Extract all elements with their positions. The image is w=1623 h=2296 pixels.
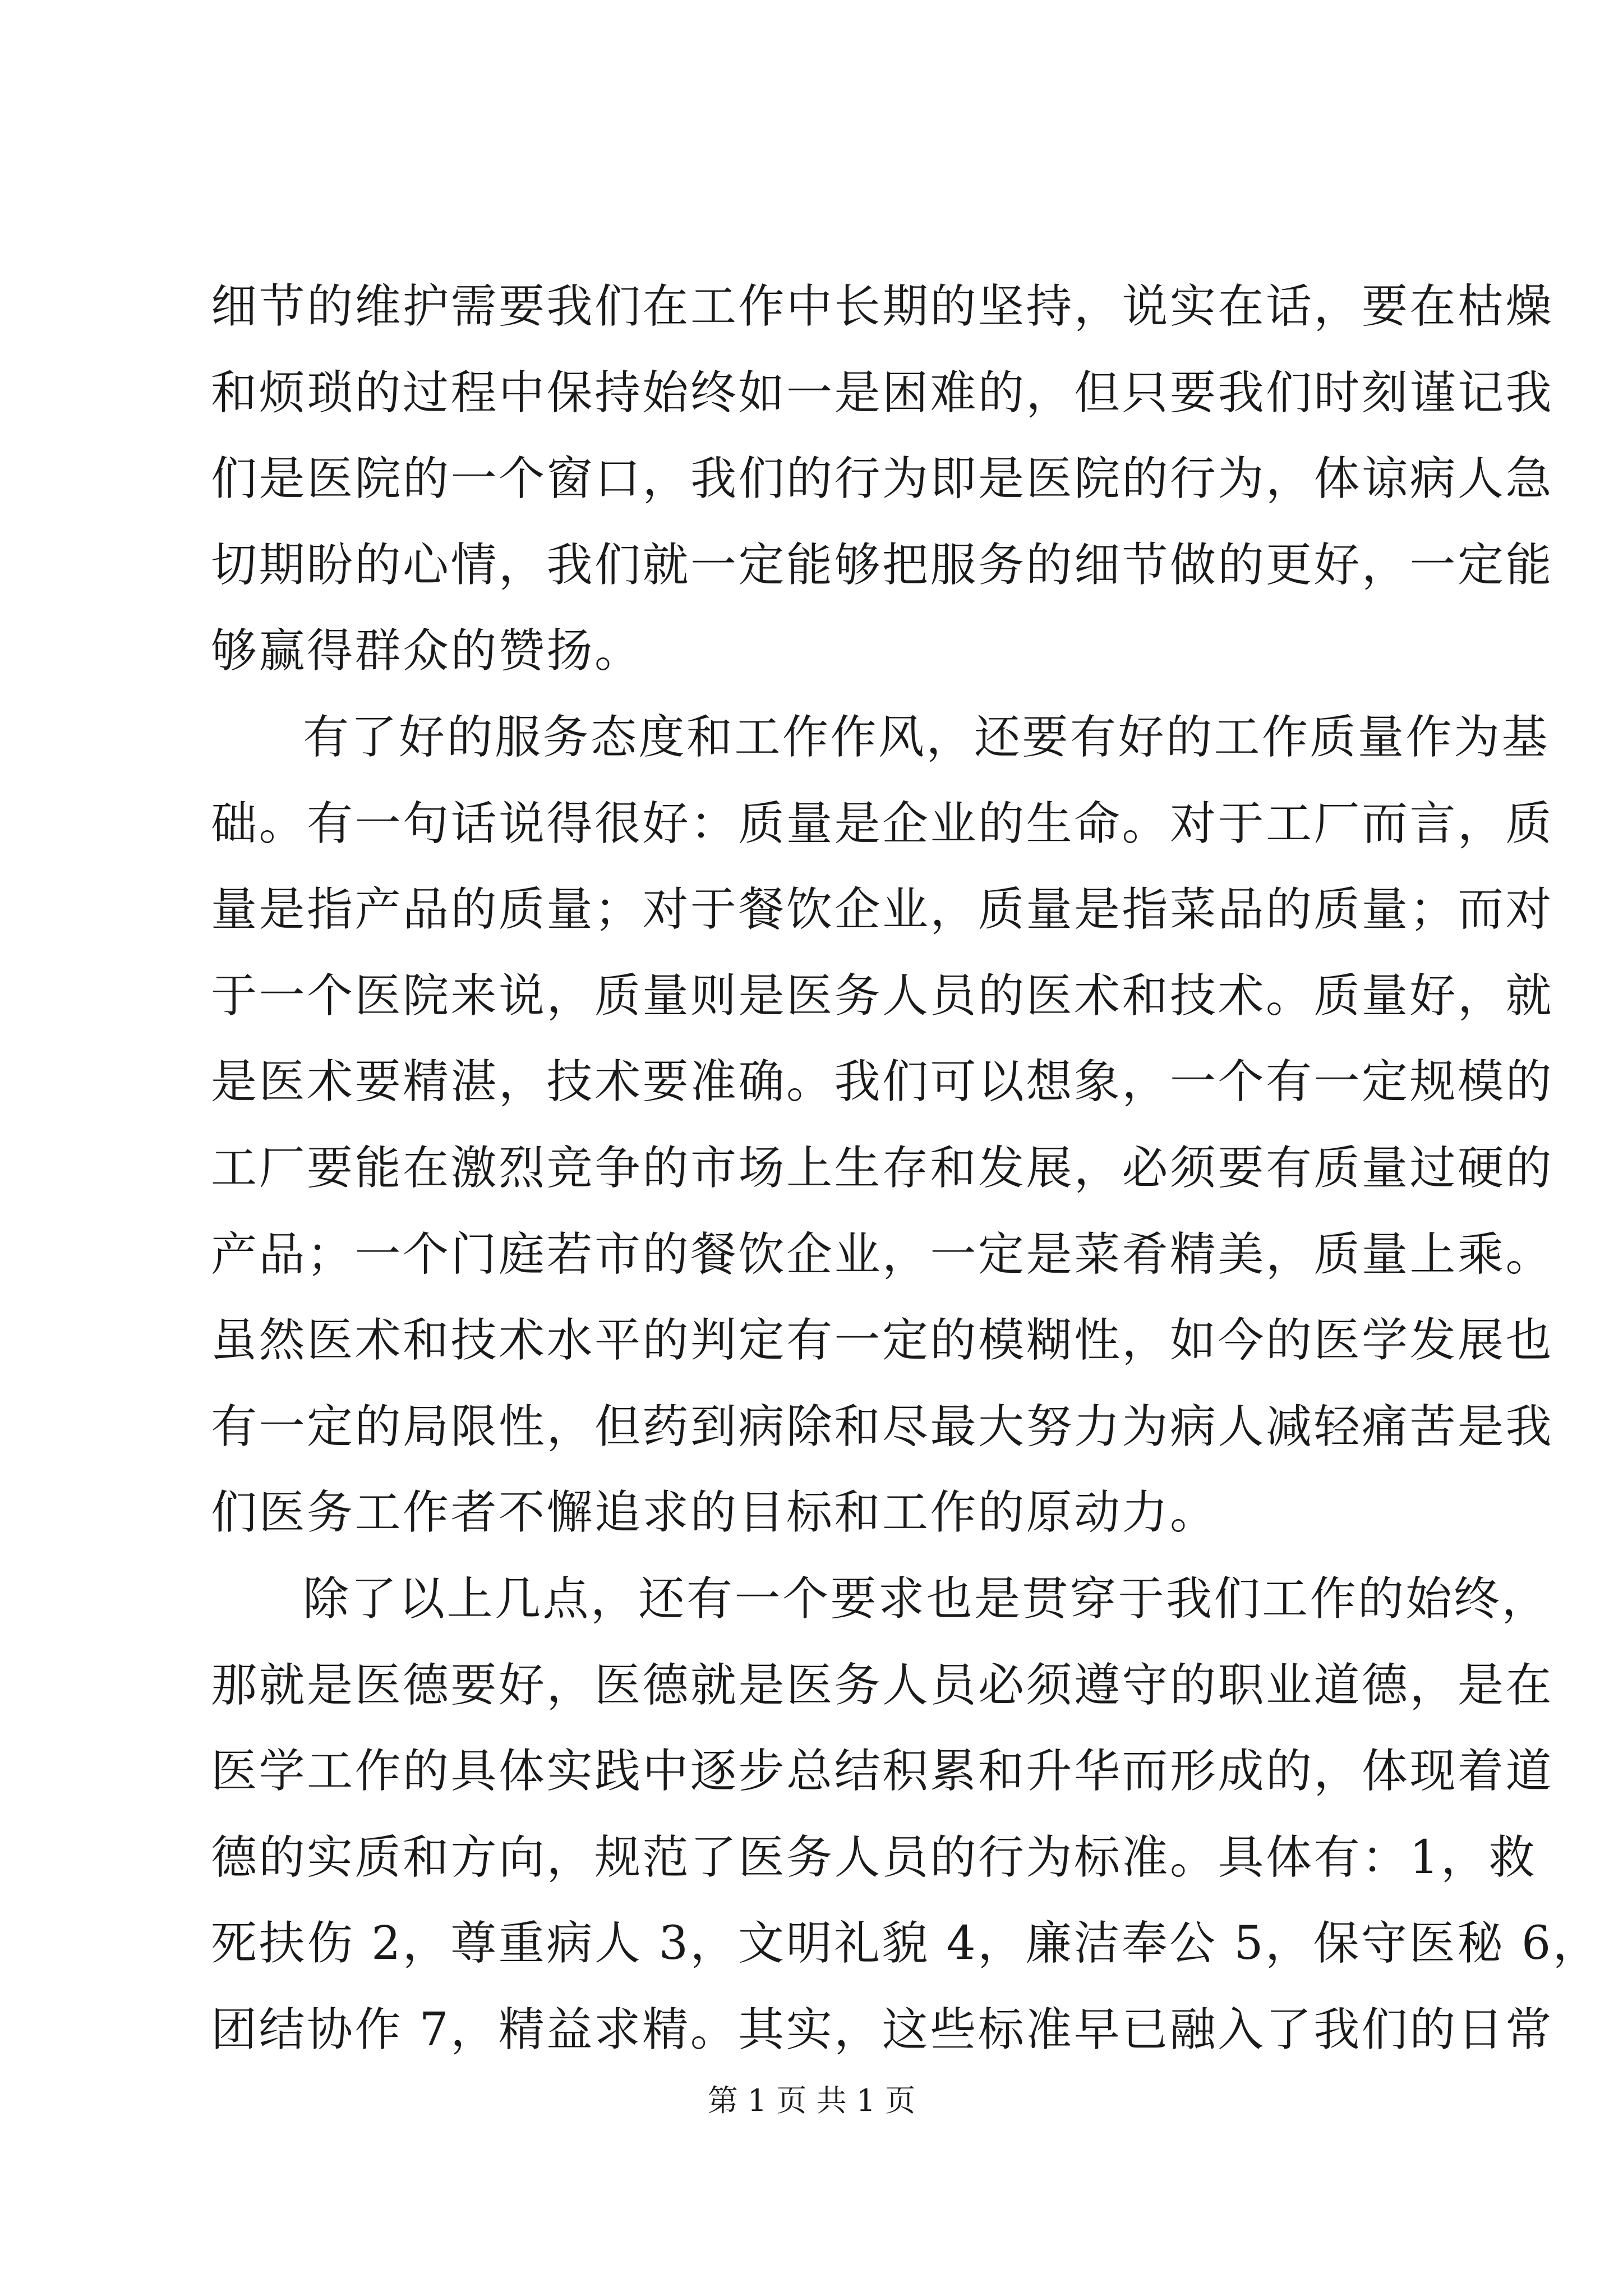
text-line: 那就是医德要好，医德就是医务人员必须遵守的职业道德，是在 [211, 1658, 1554, 1712]
text-line: 虽然医术和技术水平的判定有一定的模糊性，如今的医学发展也 [211, 1314, 1554, 1368]
text-line: 量是指产品的质量；对于餐饮企业，质量是指菜品的质量；而对 [211, 883, 1554, 937]
text-line: 产品；一个门庭若市的餐饮企业，一定是菜肴精美，质量上乘。 [211, 1227, 1554, 1281]
body-text [211, 264, 1601, 2073]
text-line: 们医务工作者不懈追求的目标和工作的原动力。 [211, 1486, 1218, 1540]
page-number-footer: 第 1 页 共 1 页 [707, 2083, 916, 2118]
text-line: 细节的维护需要我们在工作中长期的坚持，说实在话，要在枯燥 [211, 280, 1554, 333]
text-line: 医学工作的具体实践中逐步总结积累和升华而形成的，体现着道 [211, 1745, 1554, 1798]
text-line: 死扶伤 2，尊重病人 3，文明礼貌 4，廉洁奉公 5，保守医秘 6， [211, 1917, 1601, 1971]
text-line: 有一定的局限性，但药到病除和尽最大努力为病人减轻痛苦是我 [211, 1400, 1554, 1453]
text-line: 切期盼的心情，我们就一定能够把服务的细节做的更好，一定能 [211, 538, 1554, 592]
text-line: 是医术要精湛，技术要准确。我们可以想象，一个有一定规模的 [211, 1055, 1554, 1109]
paragraph-start-line: 除了以上几点，还有一个要求也是贯穿于我们工作的始终， [303, 1572, 1550, 1626]
text-line: 工厂要能在激烈竞争的市场上生存和发展，必须要有质量过硬的 [211, 1141, 1554, 1195]
text-line: 础。有一句话说得很好：质量是企业的生命。对于工厂而言，质 [211, 797, 1554, 850]
text-line: 和烦琐的过程中保持始终如一是困难的，但只要我们时刻谨记我 [211, 366, 1554, 420]
paragraph-start-line: 有了好的服务态度和工作作风，还要有好的工作质量作为基 [303, 710, 1550, 764]
text-line: 于一个医院来说，质量则是医务人员的医术和技术。质量好，就 [211, 969, 1554, 1023]
text-line: 们是医院的一个窗口，我们的行为即是医院的行为，体谅病人急 [211, 452, 1554, 506]
text-line: 德的实质和方向，规范了医务人员的行为标准。具体有：1，救 [211, 1830, 1537, 1884]
text-line: 够赢得群众的赞扬。 [211, 624, 643, 678]
text-line: 团结协作 7，精益求精。其实，这些标准早已融入了我们的日常 [211, 2003, 1553, 2056]
